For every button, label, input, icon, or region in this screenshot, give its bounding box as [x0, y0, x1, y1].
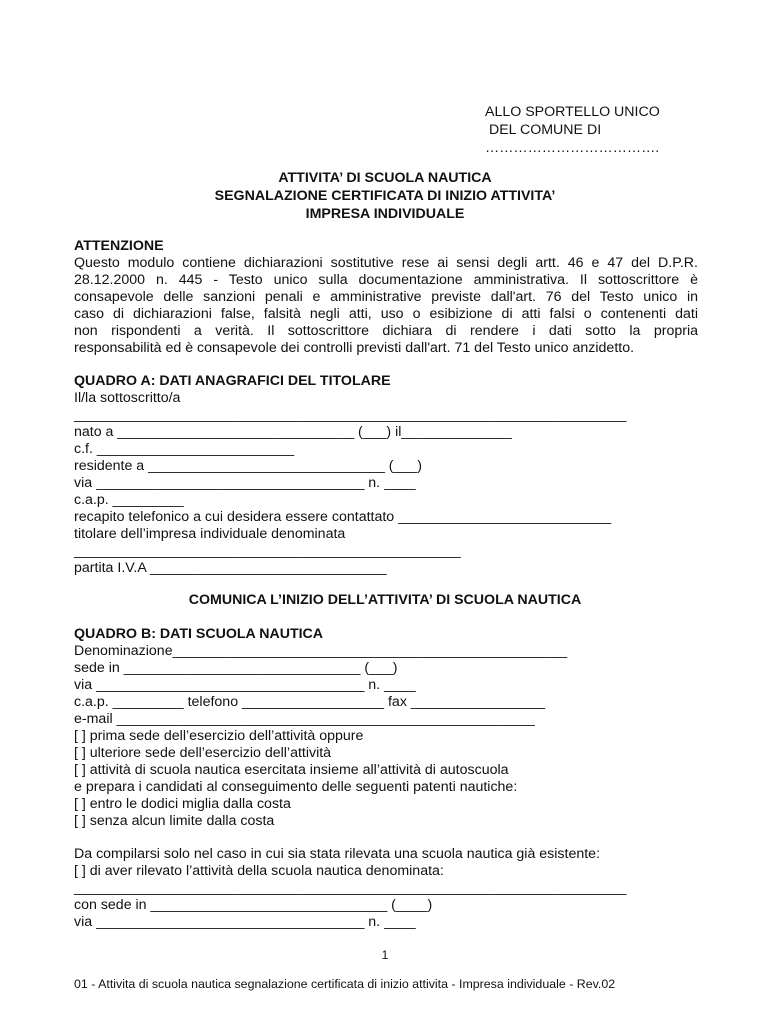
- field-rilevata-via[interactable]: via __________________________________ n. ____: [74, 914, 416, 930]
- field-sottoscritto-line[interactable]: ______________________________________________________________________: [74, 407, 627, 423]
- field-via[interactable]: via __________________________________ n. ____: [74, 475, 416, 491]
- field-partita-iva[interactable]: partita I.V.A ______________________________: [74, 560, 387, 576]
- attention-heading: ATTENZIONE: [74, 238, 164, 254]
- field-impresa-denominazione[interactable]: _________________________________________________: [74, 543, 461, 559]
- checkbox-rilevato[interactable]: [ ] di aver rilevato l’attività della scuola nautica denominata:: [74, 863, 444, 879]
- field-sede-in[interactable]: sede in ______________________________ (___): [74, 660, 398, 676]
- attention-line: consapevole delle sanzioni penali e amministrative previste dall'art. 76 del Testo unico in: [74, 289, 698, 305]
- patenti-label: e prepara i candidati al conseguimento delle seguenti patenti nautiche:: [74, 779, 518, 795]
- attention-line: Questo modulo contiene dichiarazioni sostitutive rese ai sensi degli artt. 46 e 47 del D.P.R.: [74, 255, 698, 271]
- title-line-3: IMPRESA INDIVIDUALE: [305, 206, 465, 222]
- field-cap-telefono-fax[interactable]: c.a.p. _________ telefono __________________ fax _________________: [74, 694, 546, 710]
- attention-line: 28.12.2000 n. 445 - Testo unico sulla documentazione amministrativa. Il sottoscrittore è: [74, 272, 698, 288]
- field-nato-a[interactable]: nato a ______________________________ (___) il______________: [74, 424, 512, 440]
- checkbox-autoscuola[interactable]: [ ] attività di scuola nautica esercitata insieme all’attività di autoscuola: [74, 762, 509, 778]
- field-email[interactable]: e-mail _____________________________________________________: [74, 711, 535, 727]
- field-recapito-telefonico[interactable]: recapito telefonico a cui desidera essere contattato ___________________________: [74, 509, 612, 525]
- attention-line: caso di dichiarazioni false, falsità negli atti, uso o esibizione di atti falsi o contenenti dati: [74, 306, 698, 322]
- checkbox-ulteriore-sede[interactable]: [ ] ulteriore sede dell’esercizio dell’attività: [74, 745, 332, 761]
- quadro-b-heading: QUADRO B: DATI SCUOLA NAUTICA: [74, 626, 324, 642]
- field-codice-fiscale[interactable]: c.f. _________________________: [74, 441, 295, 457]
- attention-line: responsabilità ed è consapevole dei controlli previsti dall'art. 71 del Testo unico anzidetto.: [74, 340, 635, 356]
- quadro-a-heading: QUADRO A: DATI ANAGRAFICI DEL TITOLARE: [74, 373, 391, 389]
- field-denominazione[interactable]: Denominazione__________________________________________________: [74, 643, 568, 659]
- attention-line: non rispondenti a verità. Il sottoscrittore dichiara di rendere i dati sotto la propria: [74, 323, 698, 339]
- footer: 01 - Attivita di scuola nautica segnalazione certificata di inizio attivita - Impresa individuale - Rev.02: [74, 977, 616, 991]
- recipient-line-1: ALLO SPORTELLO UNICO: [485, 104, 660, 120]
- checkbox-prima-sede[interactable]: [ ] prima sede dell’esercizio dell’attività oppure: [74, 728, 364, 744]
- checkbox-dodici-miglia[interactable]: [ ] entro le dodici miglia dalla costa: [74, 796, 291, 812]
- field-impresa-label: titolare dell’impresa individuale denominata: [74, 526, 346, 542]
- title-line-2: SEGNALAZIONE CERTIFICATA DI INIZIO ATTIVITA’: [214, 188, 556, 204]
- title-line-1: ATTIVITA’ DI SCUOLA NAUTICA: [278, 170, 492, 186]
- field-sottoscritto-label: Il/la sottoscritto/a: [74, 390, 181, 406]
- field-residente-a[interactable]: residente a ______________________________ (___): [74, 458, 422, 474]
- recipient-line-2: DEL COMUNE DI: [485, 122, 602, 138]
- checkbox-senza-limite[interactable]: [ ] senza alcun limite dalla costa: [74, 813, 275, 829]
- comunica-heading: COMUNICA L’INIZIO DELL’ATTIVITA’ DI SCUOLA NAUTICA: [188, 592, 582, 608]
- field-rilevata-denominazione[interactable]: ______________________________________________________________________: [74, 880, 627, 896]
- field-via[interactable]: via __________________________________ n. ____: [74, 677, 416, 693]
- field-cap[interactable]: c.a.p. _________: [74, 492, 184, 508]
- rilevata-note: Da compilarsi solo nel caso in cui sia stata rilevata una scuola nautica già esistente:: [74, 846, 601, 862]
- page-number: 1: [381, 948, 389, 962]
- field-rilevata-sede[interactable]: con sede in ______________________________ (____): [74, 897, 433, 913]
- recipient-line-3: ……………………………….: [485, 140, 660, 156]
